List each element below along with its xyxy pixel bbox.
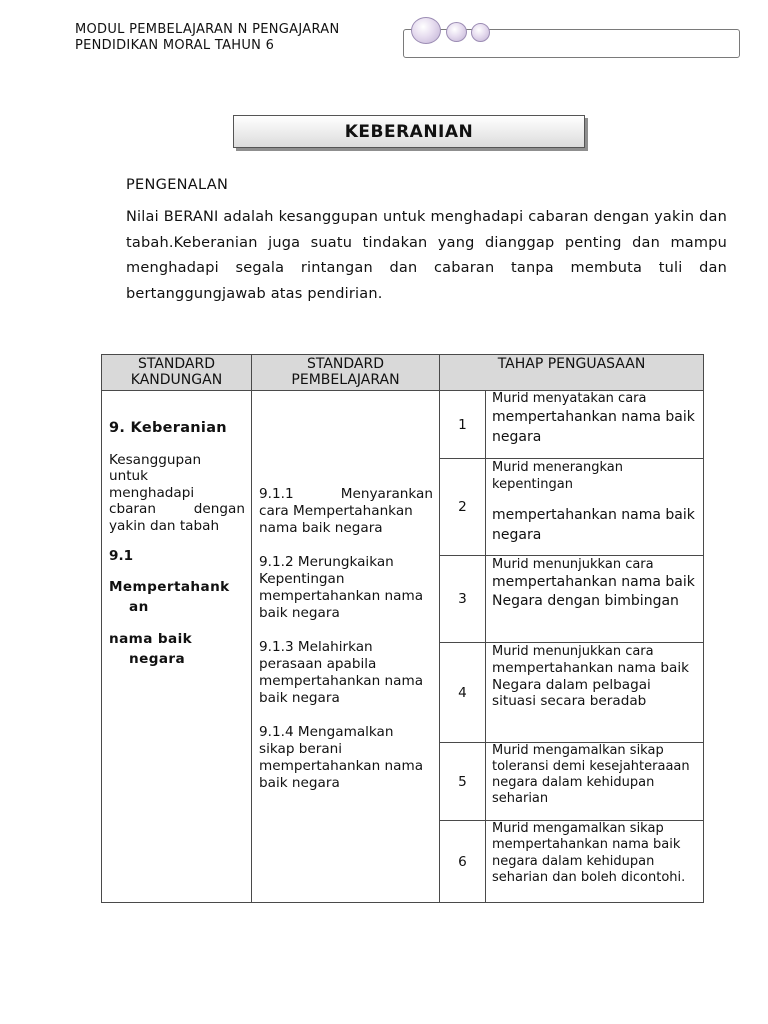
level-description: Murid menyatakan cara mempertahankan nama baik negara [486, 391, 704, 459]
level-description: Murid menunjukkan cara mempertahankan nama baik Negara dengan bimbingan [486, 556, 704, 643]
table-header-row [102, 355, 704, 391]
header-tahap: TAHAP PENGUASAAN [440, 355, 704, 391]
level-number: 4 [440, 643, 486, 743]
table-row [102, 391, 704, 459]
pembelajaran-item: 9.1.4 Mengamalkan sikap berani mempertahankan nama baik negara [259, 724, 424, 791]
kandungan-number: 9.1 [109, 548, 134, 564]
decor-bubble-small [471, 23, 490, 42]
standards-table [101, 354, 704, 903]
pembelajaran-item: 9.1.1 Menyarankan cara Mempertahankan nama baik negara [259, 486, 433, 536]
kandungan-subtitle-2: nama baik negara [109, 630, 193, 667]
level-number: 2 [440, 459, 486, 556]
level-number: 5 [440, 743, 486, 821]
title-banner [233, 115, 585, 148]
level-number: 3 [440, 556, 486, 643]
decor-bubble-large [411, 17, 441, 44]
level-number: 6 [440, 821, 486, 903]
pembelajaran-item: 9.1.2 Merungkaikan Kepentingan mempertahankan nama baik negara [259, 554, 424, 621]
kandungan-heading: 9. Keberanian [109, 420, 227, 436]
pembelajaran-item: 9.1.3 Melahirkan perasaan apabila mempertahankan nama baik negara [259, 639, 424, 706]
level-description: Murid mengamalkan sikap mempertahankan nama baik negara dalam kehidupan seharian dan boleh dicontohi. [486, 821, 704, 903]
level-number: 1 [440, 391, 486, 459]
kandungan-subtitle: Mempertahank an [109, 578, 230, 615]
pembelajaran-cell [252, 391, 440, 903]
module-title: MODUL PEMBELAJARAN N PENGAJARAN [75, 22, 340, 37]
page-title: KEBERANIAN [344, 121, 474, 142]
level-description: Murid mengamalkan sikap toleransi demi kesejahteraaan negara dalam kehidupan seharian [486, 743, 704, 821]
level-description: Murid menunjukkan cara mempertahankan nama baik Negara dalam pelbagai situasi secara beradab [486, 643, 704, 743]
header-kandungan: STANDARD KANDUNGAN [102, 355, 252, 391]
kandungan-cell [102, 391, 252, 903]
intro-heading: PENGENALAN [126, 177, 229, 193]
level-description: Murid menerangkan kepentingan mempertahankan nama baik negara [486, 459, 704, 556]
kandungan-description: Kesanggupan untuk menghadapi cbaran dengan yakin dan tabah [109, 451, 245, 534]
decor-bubble-medium [446, 22, 467, 42]
intro-paragraph: Nilai BERANI adalah kesanggupan untuk menghadapi cabaran dengan yakin dan tabah.Keberanian juga suatu tindakan yang dianggap penting dan mampu menghadapi segala rintangan dan cabaran tanpa membuta tuli dan bertanggungjawab atas pendirian. [126, 209, 727, 303]
header-pembelajaran: STANDARD PEMBELAJARAN [252, 355, 440, 391]
module-subtitle: PENDIDIKAN MORAL TAHUN 6 [75, 38, 275, 53]
